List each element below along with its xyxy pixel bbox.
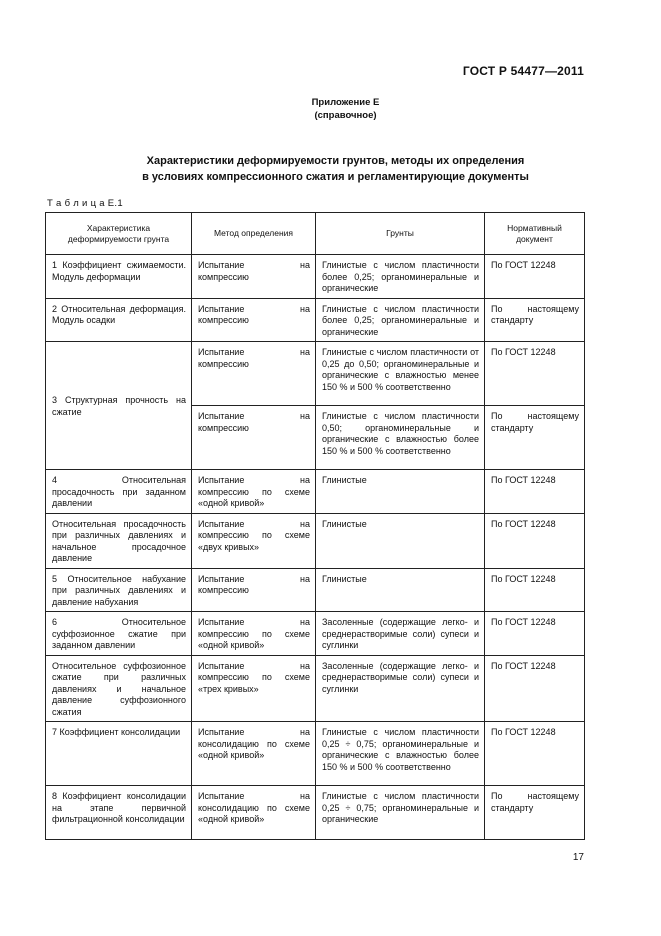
cell-document: По ГОСТ 12248 [485, 513, 585, 568]
cell-method: Испытание на компрессию [192, 406, 316, 470]
cell-document: По ГОСТ 12248 [485, 470, 585, 514]
table-row [46, 655, 585, 722]
cell-soils: Засоленные (содержащие легко- и среднерастворимые соли) супеси и суглинки [316, 612, 485, 656]
table-row [46, 255, 585, 299]
cell-soils: Глинистые [316, 568, 485, 612]
cell-characteristic: 8 Коэффициент консолидации на этапе первичной фильтрационной консолидации [46, 786, 192, 840]
cell-document: По ГОСТ 12248 [485, 612, 585, 656]
cell-document: По ГОСТ 12248 [485, 342, 585, 406]
table-row [46, 568, 585, 612]
cell-method: Испытание на компрессию [192, 298, 316, 342]
cell-characteristic: 3 Структурная прочность на сжатие [46, 342, 192, 470]
cell-method: Испытание на компрессию по схеме «трех кривых» [192, 655, 316, 722]
header-soils: Грунты [316, 213, 485, 255]
table-row [46, 513, 585, 568]
cell-method: Испытание на компрессию по схеме «двух кривых» [192, 513, 316, 568]
table-row [46, 722, 585, 786]
cell-method: Испытание на компрессию [192, 255, 316, 299]
cell-characteristic: 7 Коэффициент консолидации [46, 722, 192, 786]
cell-method: Испытание на компрессию по схеме «одной кривой» [192, 470, 316, 514]
document-code: ГОСТ Р 54477—2011 [462, 64, 584, 78]
cell-document: По ГОСТ 12248 [485, 255, 585, 299]
cell-soils: Глинистые [316, 513, 485, 568]
cell-document: По ГОСТ 12248 [485, 722, 585, 786]
cell-document: По ГОСТ 12248 [485, 568, 585, 612]
cell-method: Испытание на компрессию [192, 568, 316, 612]
cell-soils: Глинистые с числом пластичности 0,25 ÷ 0,75; органоминеральные и органические с влажностью более 150 % и 500 % соответственно [316, 722, 485, 786]
appendix-title: Приложение Е [311, 97, 380, 108]
cell-document: По настоящему стандарту [485, 786, 585, 840]
cell-document: По ГОСТ 12248 [485, 655, 585, 722]
cell-method: Испытание на консолидацию по схеме «одной кривой» [192, 722, 316, 786]
cell-method: Испытание на компрессию [192, 342, 316, 406]
table-row [46, 342, 585, 406]
table-row [46, 612, 585, 656]
appendix-subtitle: (справочное) [314, 110, 377, 121]
cell-soils: Засоленные (содержащие легко- и среднерастворимые соли) супеси и суглинки [316, 655, 485, 722]
cell-method: Испытание на компрессию по схеме «одной кривой» [192, 612, 316, 656]
main-title-line-1: Характеристики деформируемости грунтов, методы их определения [146, 155, 525, 167]
cell-characteristic: 2 Относительная деформация. Модуль осадки [46, 298, 192, 342]
cell-method: Испытание на консолидацию по схеме «одной кривой» [192, 786, 316, 840]
cell-characteristic: 1 Коэффициент сжимаемости. Модуль деформации [46, 255, 192, 299]
table-header-row [46, 213, 585, 255]
table-label: Т а б л и ц а Е.1 [47, 198, 123, 209]
main-title-line-2: в условиях компрессионного сжатия и регламентирующие документы [142, 171, 529, 183]
cell-document: По настоящему стандарту [485, 298, 585, 342]
header-document: Нормативный документ [485, 213, 585, 255]
header-method: Метод определения [192, 213, 316, 255]
table-row [46, 470, 585, 514]
cell-characteristic: Относительное суффозионное сжатие при различных давлениях и начальное давление суффозионного сжатия [46, 655, 192, 722]
main-title [0, 153, 661, 185]
page-number: 17 [572, 852, 584, 863]
table-row [46, 298, 585, 342]
cell-characteristic: Относительная просадочность при различных давлениях и начальное просадочное давление [46, 513, 192, 568]
appendix-heading [0, 96, 661, 122]
cell-characteristic: 6 Относительное суффозионное сжатие при заданном давлении [46, 612, 192, 656]
cell-soils: Глинистые с числом пластичности от 0,25 до 0,50; органоминеральные и органические с влажностью менее 150 % и 500 % соответственно [316, 342, 485, 406]
cell-soils: Глинистые с числом пластичности более 0,25; органоминеральные и органические [316, 255, 485, 299]
cell-document: По настоящему стандарту [485, 406, 585, 470]
cell-soils: Глинистые с числом пластичности более 0,25; органоминеральные и органические [316, 298, 485, 342]
cell-soils: Глинистые с числом пластичности 0,25 ÷ 0,75; органоминеральные и органические [316, 786, 485, 840]
cell-characteristic: 4 Относительная просадочность при заданном давлении [46, 470, 192, 514]
cell-soils: Глинистые [316, 470, 485, 514]
header-characteristic: Характеристика деформируемости грунта [46, 213, 192, 255]
data-table [45, 212, 585, 840]
cell-soils: Глинистые с числом пластичности 0,50; органоминеральные и органические с влажностью более 150 % и 500 % соответственно [316, 406, 485, 470]
table-row [46, 786, 585, 840]
cell-characteristic: 5 Относительное набухание при различных давлениях и давление набухания [46, 568, 192, 612]
